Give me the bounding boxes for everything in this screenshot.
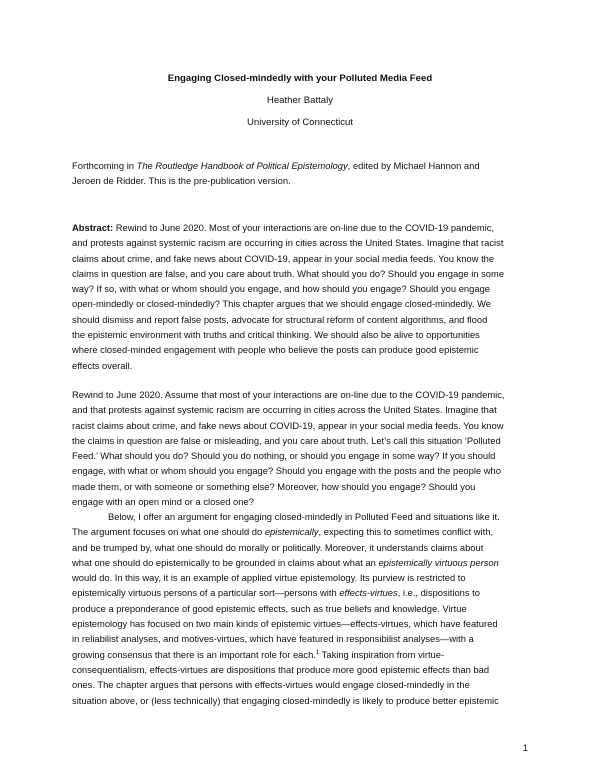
body-line: made them, or with someone or something else? Moreover, how should you engage? Should you (72, 480, 476, 492)
body-line: and be trumped by, what one should do morally or politically. Moreover, it understands claims about (72, 541, 484, 553)
body-line: Rewind to June 2020. Assume that most of your interactions are on-line due to the COVID-19 pandemic, (72, 389, 505, 400)
body-line: situation above, or (less technically) that engaging closed-mindedly is likely to produce better epistemic (72, 694, 499, 706)
body-line: Below, I offer an argument for engaging closed-mindedly in Polluted Feed and situations like it. (108, 511, 500, 522)
emphasis: epistemically (264, 526, 319, 538)
emphasis: effects-virtues (339, 587, 398, 599)
body-line: what one should do epistemically to be grounded in claims about what an epistemically virtuous person (72, 556, 499, 568)
publication-note (72, 158, 528, 189)
body-line: Feed.’ What should you do? Should you do nothing, or should you engage in some way? If you should (72, 450, 496, 462)
body-line: would do. In this way, it is an example of applied virtue epistemology. Its purview is restricted to (72, 572, 466, 584)
body-line: engage with an open mind or a closed one? (72, 496, 254, 508)
body-line: racist claims about crime, and fake news about COVID-19, appear in your social media feeds. You know (72, 419, 504, 431)
abstract (72, 220, 528, 373)
body-line: epistemology has focused on two main kinds of epistemic virtues—effects-virtues, which have featured (72, 618, 498, 630)
abstract-line: claims in question are false, and you care about truth. What should you do? Should you engage in some (72, 267, 505, 279)
body-line: epistemically virtuous persons of a particular sort—persons with effects-virtues, i.e., dispositions to (72, 587, 481, 599)
publication-note-line-2: Jeroen de Ridder. This is the pre-publication version. (72, 175, 291, 187)
body-line: consequentialism, effects-virtues are dispositions that produce more good epistemic effects than bad (72, 663, 490, 675)
abstract-line: where closed-minded engagement with people who believe the posts can produce good epistemic (72, 344, 479, 356)
author-name: Heather Battaly (266, 95, 334, 106)
abstract-line: the epistemic environment with truths and critical thinking. We should also be alive to opportunities (72, 329, 480, 341)
body-line: The argument focuses on what one should do epistemically, expecting this to sometimes conflict with, (72, 526, 494, 538)
body-line: produce a preponderance of good epistemic effects, such as true beliefs and knowledge. Virtue (72, 602, 467, 614)
abstract-line: way? If so, with what or whom should you engage, and how should you engage? Should you engage (72, 283, 490, 295)
abstract-line: and protests against systemic racism are occurring in cities across the United States. Imagine that racist (72, 237, 504, 249)
abstract-line: should dismiss and report false posts, advocate for structural reform of content algorithms, and flood (72, 313, 488, 325)
abstract-line: claims about crime, and fake news about COVID-19, appear in your social media feeds. You know the (72, 252, 495, 264)
abstract-line: open-mindedly or closed-mindedly? This chapter argues that we should engage closed-mindedly. We (72, 298, 491, 310)
body-line: ones. The chapter argues that persons with effects-virtues would engage closed-mindedly in the (72, 679, 470, 691)
abstract-line: Abstract: Rewind to June 2020. Most of your interactions are on-line due to the COVID-19 pandemic, (72, 222, 495, 233)
book-title: The Routledge Handbook of Political Epistemology (136, 160, 348, 171)
page-number: 1 (522, 742, 528, 753)
body-line: growing consensus that there is an important role for each.$^1$ Taking inspiration from virtue- (72, 648, 445, 660)
abstract-line: effects overall. (72, 359, 133, 371)
paper-title: Engaging Closed-mindedly with your Polluted Media Feed (167, 73, 433, 84)
body-line: in reliabilist analyses, and motives-virtues, which have featured in responsibilist analyses—with a (72, 633, 474, 645)
footnote-marker[interactable]: 1 (315, 649, 320, 656)
publication-note-line-1: Forthcoming in The Routledge Handbook of Political Epistemology, edited by Michael Hannon and (72, 160, 480, 171)
body-paragraph-1 (72, 387, 528, 509)
body-paragraph-2 (72, 509, 528, 708)
body-line: the claims in question are false or misleading, and you care about truth. Let’s call this situation ‘Polluted (72, 434, 501, 446)
abstract-label: Abstract: (72, 222, 114, 233)
body-line: engage, with what or whom should you engage? Should you engage with the posts and the people who (72, 465, 501, 477)
emphasis: epistemically virtuous person (378, 556, 499, 568)
body-line: and that protests against systemic racism are occurring in cities across the United States. Imagine that (72, 404, 497, 416)
author-affiliation: University of Connecticut (246, 117, 354, 128)
